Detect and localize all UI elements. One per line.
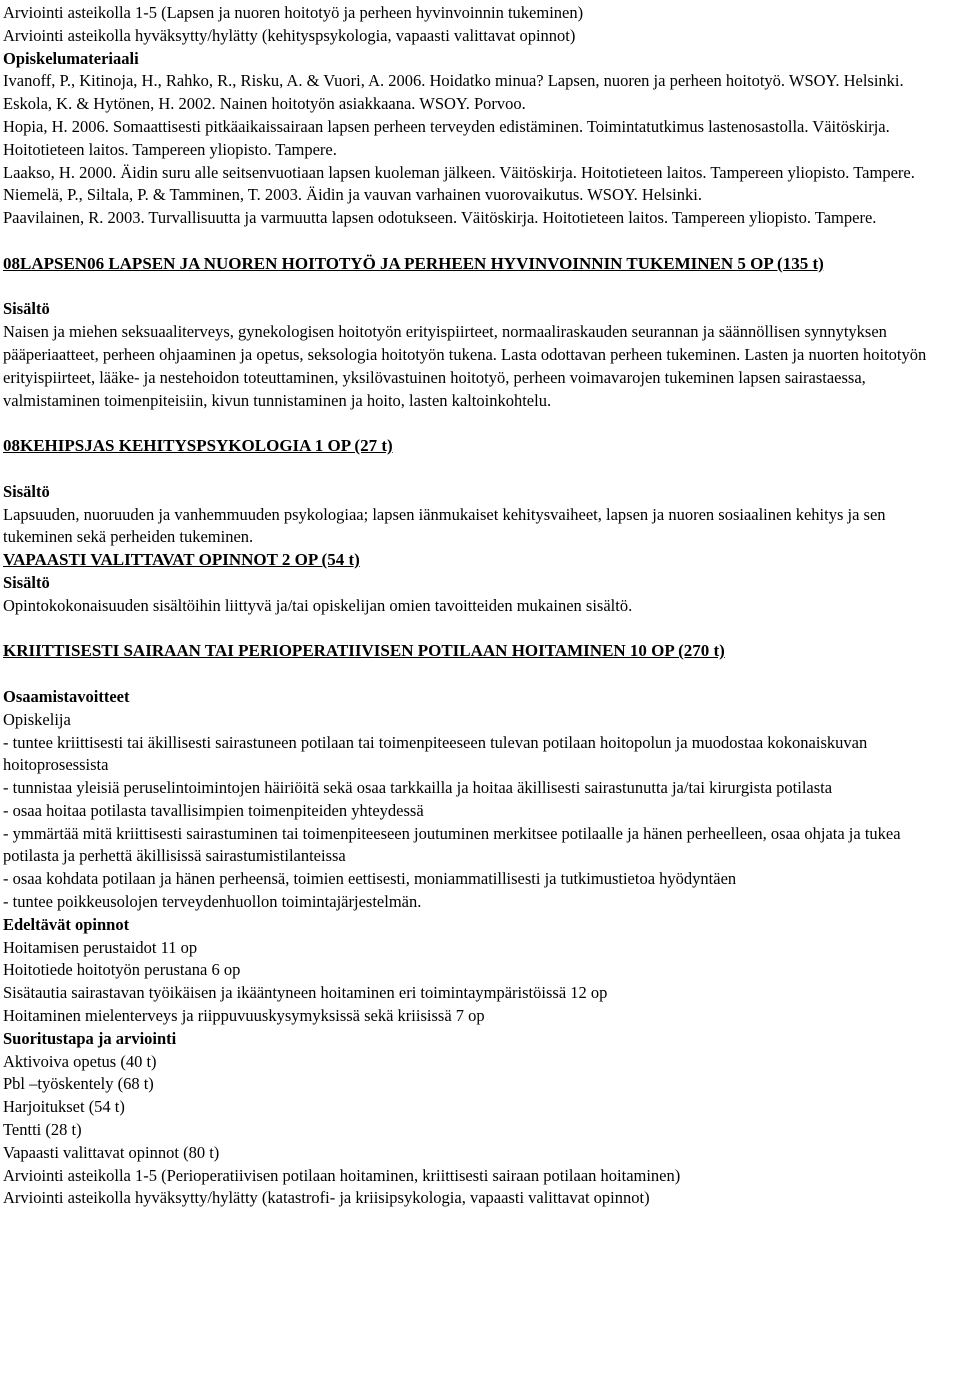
completion-item: Pbl –työskentely (68 t) xyxy=(3,1074,154,1094)
completion-item: Arviointi asteikolla 1-5 (Perioperatiivisen potilaan hoitaminen, kriittisesti sairaan potilaan hoitaminen) xyxy=(3,1165,681,1185)
reference-item: Eskola, K. & Hytönen, H. 2002. Nainen hoitotyön asiakkaana. WSOY. Porvoo. xyxy=(3,94,526,114)
reference-item: Laakso, H. 2000. Äidin suru alle seitsenvuotiaan lapsen kuoleman jälkeen. Väitöskirja. Hoitotieteen laitos. Tampereen yliopisto. Tampere. xyxy=(3,162,915,182)
content-label: Sisältö xyxy=(3,481,50,501)
completion-item: Tentti (28 t) xyxy=(3,1120,82,1140)
completion-label: Suoritustapa ja arviointi xyxy=(3,1028,177,1048)
objective-item: - ymmärtää mitä kriittisesti sairastuminen tai toimenpiteeseen joutuminen merkitsee potilaalle ja hänen perheelleen, osaa ohjata ja tukea potilasta ja perhettä äkillisissä sairastumistilanteissa xyxy=(3,823,901,866)
objective-item: - tunnistaa yleisiä peruselintoimintojen häiriöitä sekä osaa tarkkailla ja hoitaa äkillisesti sairastunutta ja/tai kirurgista potilasta xyxy=(3,778,833,798)
course-heading-lapsen: 08LAPSEN06 LAPSEN JA NUOREN HOITOTYÖ JA PERHEEN HYVINVOINNIN TUKEMINEN 5 OP (135 t) xyxy=(3,253,824,273)
course-heading-kehitys: 08KEHIPSJAS KEHITYSPSYKOLOGIA 1 OP (27 t) xyxy=(3,436,393,456)
reference-item: Hopia, H. 2006. Somaattisesti pitkäaikaissairaan lapsen perheen terveyden edistäminen. Toimintatutkimus lastenosastolla. Väitöskirja. Hoitotieteen laitos. Tampereen yliopisto. Tampere. xyxy=(3,116,890,159)
completion-item: Aktivoiva opetus (40 t) xyxy=(3,1051,157,1071)
intro-line: Arviointi asteikolla 1-5 (Lapsen ja nuoren hoitotyö ja perheen hyvinvoinnin tukeminen) xyxy=(3,3,584,22)
completion-item: Arviointi asteikolla hyväksytty/hylätty (katastrofi- ja kriisipsykologia, vapaasti valittavat opinnot) xyxy=(3,1188,650,1208)
materials-heading: Opiskelumateriaali xyxy=(3,48,139,68)
reference-item: Niemelä, P., Siltala, P. & Tamminen, T. 2003. Äidin ja vauvan varhainen vuorovaikutus. WSOY. Helsinki. xyxy=(3,185,702,205)
objectives-label: Osaamistavoitteet xyxy=(3,686,130,706)
completion-item: Vapaasti valittavat opinnot (80 t) xyxy=(3,1142,220,1162)
course-heading-vapaasti: VAPAASTI VALITTAVAT OPINNOT 2 OP (54 t) xyxy=(3,550,360,570)
content-label: Sisältö xyxy=(3,572,50,592)
objective-item: - tuntee kriittisesti tai äkillisesti sairastuneen potilaan tai toimenpiteeseen tulevan potilaan hoitopolun ja muodostaa kokonaiskuvan hoitoprosessista xyxy=(3,732,868,775)
course-heading-kriittisesti: KRIITTISESTI SAIRAAN TAI PERIOPERATIIVISEN POTILAAN HOITAMINEN 10 OP (270 t) xyxy=(3,641,725,661)
reference-item: Ivanoff, P., Kitinoja, H., Rahko, R., Risku, A. & Vuori, A. 2006. Hoidatko minua? Lapsen, nuoren ja perheen hoitotyö. WSOY. Helsinki. xyxy=(3,71,904,91)
course-content: Naisen ja miehen seksuaaliterveys, gynekologisen hoitotyön erityispiirteet, normaaliraskauden seurannan ja säännöllisen synnytyksen pääperiaatteet, perheen ohjaaminen ja opetus, seksologia hoitotyön tukena. Lasta odottavan perheen tukeminen. Lasten ja nuorten hoitotyön erityispiirteet, lääke- ja nestehoidon toteuttaminen, yksilövastuinen hoitotyö, perheen voimavarojen tukeminen lapsen sairastaessa, valmistaminen toimenpiteisiin, kivun tunnistaminen ja hoito, lasten kaltoinkohtelu. xyxy=(3,322,927,410)
course-content: Opintokokonaisuuden sisältöihin liittyvä ja/tai opiskelijan omien tavoitteiden mukainen sisältö. xyxy=(3,595,633,615)
objective-item: - osaa kohdata potilaan ja hänen perheensä, toimien eettisesti, moniammatillisesti ja tutkimustietoa hyödyntäen xyxy=(3,869,737,889)
prereq-label: Edeltävät opinnot xyxy=(3,914,130,934)
course-content: Lapsuuden, nuoruuden ja vanhemmuuden psykologiaa; lapsen iänmukaiset kehitysvaiheet, lapsen ja nuoren sosiaalinen kehitys ja sen tukeminen sekä perheiden tukeminen. xyxy=(3,504,886,547)
reference-item: Paavilainen, R. 2003. Turvallisuutta ja varmuutta lapsen odotukseen. Väitöskirja. Hoitotieteen laitos. Tampereen yliopisto. Tampere. xyxy=(3,208,877,228)
prereq-item: Sisätautia sairastavan työikäisen ja ikääntyneen hoitaminen eri toimintaympäristöissä 12 op xyxy=(3,983,608,1003)
objective-item: - osaa hoitaa potilasta tavallisimpien toimenpiteiden yhteydessä xyxy=(3,800,424,820)
content-label: Sisältö xyxy=(3,299,50,319)
prereq-item: Hoitotiede hoitotyön perustana 6 op xyxy=(3,960,241,980)
prereq-item: Hoitamisen perustaidot 11 op xyxy=(3,937,198,957)
completion-item: Harjoitukset (54 t) xyxy=(3,1097,125,1117)
student-label: Opiskelija xyxy=(3,709,71,729)
objective-item: - tuntee poikkeusolojen terveydenhuollon toimintajärjestelmän. xyxy=(3,892,422,912)
intro-line: Arviointi asteikolla hyväksytty/hylätty (kehityspsykologia, vapaasti valittavat opinnot) xyxy=(3,25,576,45)
prereq-item: Hoitaminen mielenterveys ja riippuvuuskysymyksissä sekä kriisissä 7 op xyxy=(3,1006,485,1026)
